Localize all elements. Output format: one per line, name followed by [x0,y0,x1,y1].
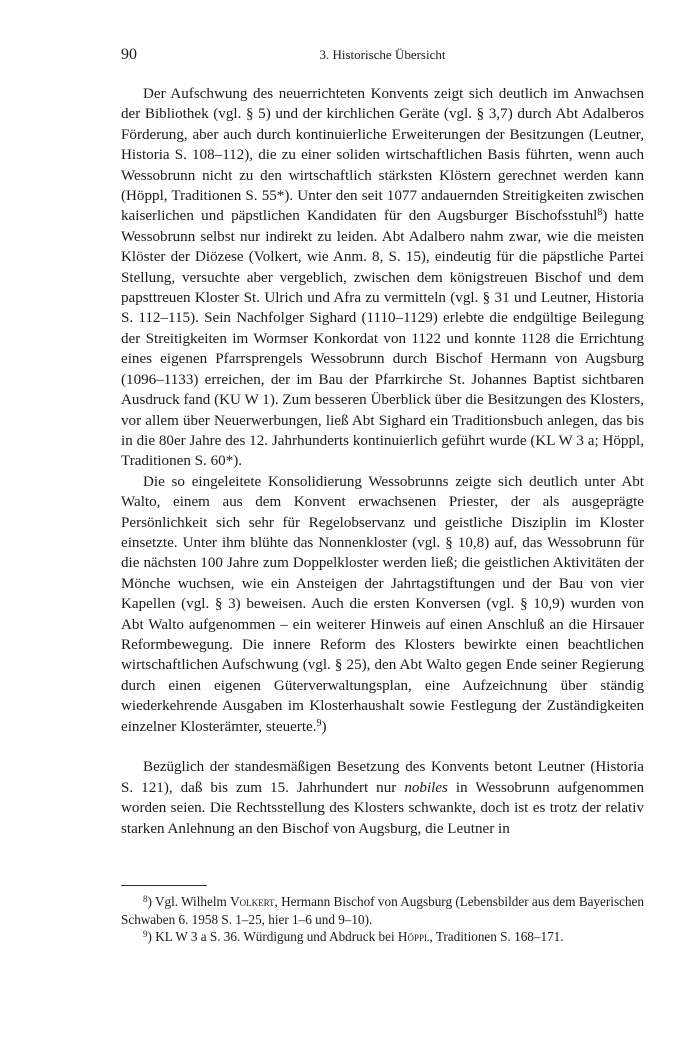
page-header [121,46,644,68]
footnote-8-text-a: ) Vgl. Wilhelm [147,894,231,909]
main-text [121,84,644,839]
paragraph-3-text-a: Bezüglich der standesmäßigen Besetzung des Konvents betont Leutner (Historia S. 121), daß bis zum 15. Jahrhundert nur [121,759,644,796]
paragraph-1-text-b: ) hatte Wessobrunn selbst nur indirekt zu leiden. Abt Adalbero nahm zwar, wie die meisten Klöster der Diözese (Volkert, wie Anm. 8, S. 15), eindeutig für die päpstliche Partei Stellung, versuchte aber vergeblich, zwischen dem königstreuen Bischof und dem papsttreuen Kloster St. Ulrich und Afra zu vermitteln (vgl. § 31 und Leutner, Historia S. 112–115). Sein Nachfolger Sighard (1110–1129) erlebte die endgültige Beilegung der Streitigkeiten im Wormser Konkordat von 1122 und konnte 1128 die Errichtung eines eigenen Pfarrsprengels Wessobrunn durch Bischof Hermann von Augsburg (1096–1133) erreichen, der im Bau der Pfarrkirche St. Johannes Baptist sichtbaren Ausdruck fand (KU W 1). Zum besseren Überblick über die Besitzungen des Klosters, vor allem über Neuerwerbungen, ließ Abt Sighard ein Traditionsbuch anlegen, das bis in die 80er Jahre des 12. Jahrhunderts kontinuierlich geführt wurde (KL W 3 a; Höppl, Traditionen S. 60*). [121,208,644,470]
footnotes [121,893,644,946]
footnote-8-mark: 8 [143,894,148,904]
footnote-8-author: Volkert [230,894,275,909]
running-title: 3. Historische Übersicht [319,47,446,62]
footnote-9-mark: 9 [143,929,148,940]
footnote-8-text-b: , Hermann Bischof von Augsburg (Lebensbilder aus dem Bayerischen Schwaben 6. 1958 S. 1–25, hier 1–6 und 9–10). [121,894,644,927]
page-number: 90 [121,46,137,63]
paragraph-3-text-b: in Wessobrunn aufgenommen worden seien. Die Rechtsstellung des Klosters schwankte, doch ist es trotz der relativ starken Anlehnung an den Bischof von Augsburg, die Leutner in [121,779,644,837]
footnote-8 [121,893,644,928]
paragraph-2-text-b: ) [321,718,327,735]
footnote-9-text-b: , Traditionen S. 168–171. [429,929,564,945]
footnote-separator [121,885,207,886]
paragraph-3 [121,757,644,839]
paragraph-3-italic: nobiles [404,779,448,796]
footnote-9 [121,928,644,946]
footnote-9-text-a: ) KL W 3 a S. 36. Würdigung und Abdruck bei [147,929,398,945]
footnote-9-author: Höppl [397,929,430,945]
paragraph-2 [121,472,644,737]
paragraph-1 [121,84,644,472]
paragraph-2-text-a: Die so eingeleitete Konsolidierung Wessobrunns zeigte sich deutlich unter Abt Walto, einem aus dem Konvent erwachsenen Priester, der als ausgeprägte Persönlichkeit sich sehr für Regelobservanz und geistliche Disziplin im Kloster einsetzte. Unter ihm blühte das Nonnenkloster (vgl. § 10,8) auf, das Wessobrunn für die nächsten 100 Jahre zum Doppelkloster werden ließ; die geistlichen Aktivitäten der Mönche wuchsen, wie ein Ansteigen der Jahrtagstiftungen und der Bau von vier Kapellen (vgl. § 3) beweisen. Auch die ersten Konversen (vgl. § 10,9) wurden von Abt Walto aufgenommen – ein weiterer Hinweis auf einen Anschluß an die Hirsauer Reformbewegung. Die innere Reform des Klosters bewirkte einen beachtlichen wirtschaftlichen Aufschwung (vgl. § 25), den Abt Walto gegen Ende seiner Regierung durch einen eigenen Güterverwaltungsplan, eine Aufzeichnung über ständig wiederkehrende Ausgaben im Klosterhaushalt sowie Festlegung der Zuständigkeiten einzelner Klosterämter, steuerte. [121,473,644,735]
paragraph-1-text-a: Der Aufschwung des neuerrichteten Konvents zeigt sich deutlich im Anwachsen der Bibliothek (vgl. § 5) und der kirchlichen Geräte (vgl. § 3,7) durch Abt Adalberos Förderung, aber auch durch kontinuierliche Erweiterungen der Besitzungen (Leutner, Historia S. 108–112), die zu einer soliden wirtschaftlichen Basis führten, wenn auch Wessobrunn nicht zu den wirtschaftlich stärksten Klöstern gerechnet werden kann (Höppl, Traditionen S. 55*). Unter den seit 1077 andauernden Streitigkeiten zwischen kaiserlichen und päpstlichen Kandidaten für den Augsburger Bischofsstuhl [121,86,644,225]
footnote-ref-8: 8 [597,207,603,219]
footnote-ref-9: 9 [316,717,322,729]
